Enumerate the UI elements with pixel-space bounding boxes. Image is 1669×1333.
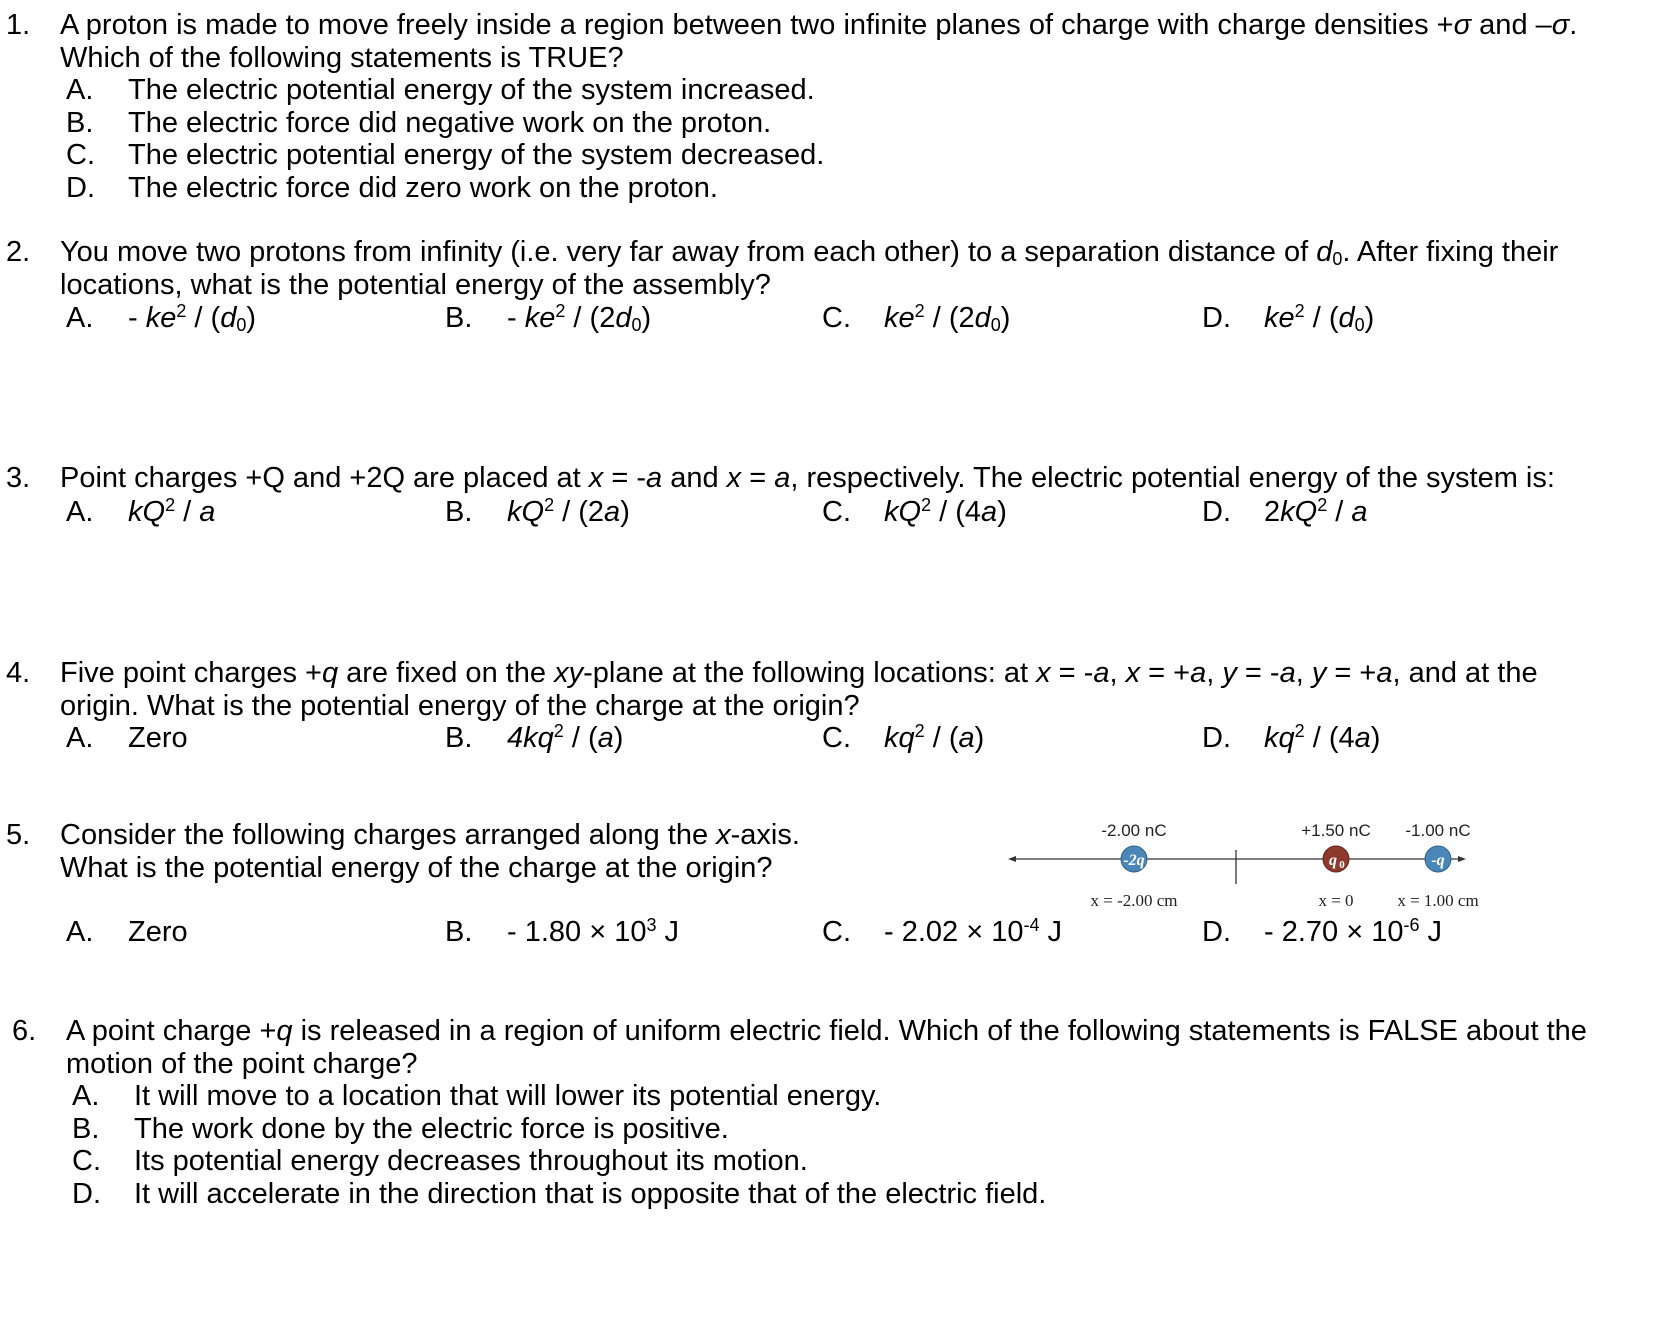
option-d[interactable]: D. $ke^2 / (d_0)$ <box>1202 301 1375 335</box>
option-c[interactable]: C. The electric potential energy of the system decreased. <box>66 139 825 171</box>
option-b[interactable]: B. The work done by the electric force is positive. <box>72 1113 729 1145</box>
charge-mid-position-label: x = 0 <box>1318 891 1354 910</box>
svg-text:-2q: -2q <box>1123 852 1145 869</box>
charge-labels <box>1101 821 1470 840</box>
option-b[interactable]: B. - $1.80 \times 10^3$ J <box>445 915 680 948</box>
question-stem-line2: motion of the point charge? <box>66 1048 418 1080</box>
question-stem-line2: What is the potential energy of the charge at the origin? <box>60 852 773 884</box>
charge-mid-value-label: +1.50 nC <box>1301 821 1371 840</box>
option-a[interactable]: A. $kQ^2$ / a <box>66 495 216 528</box>
option-a[interactable]: A. The electric potential energy of the system increased. <box>66 74 815 106</box>
option-b[interactable]: B. $4kq^2 / (a)$ <box>445 721 624 754</box>
position-labels <box>1090 891 1478 910</box>
question-stem: Point charges +Q and +2Q are placed at x = -a and x = a, respectively. The electric potential energy of the system is: <box>60 462 1555 494</box>
charge-right <box>1425 846 1451 872</box>
option-a[interactable]: A. - $ke^2 / (d_0)$ <box>66 301 257 335</box>
option-b[interactable]: B. - $ke^2 / (2d_0)$ <box>445 301 652 335</box>
option-c[interactable]: C. $kq^2 / (a)$ <box>822 721 985 754</box>
option-d[interactable]: D. - $2.70 \times 10^{-6}$ J <box>1202 915 1443 948</box>
question-stem-line1: Consider the following charges arranged along the x-axis. <box>60 819 800 851</box>
option-c[interactable]: C. Its potential energy decreases throughout its motion. <box>72 1145 808 1177</box>
option-a[interactable]: A. Zero <box>66 722 188 754</box>
charge-left-position-label: x = -2.00 cm <box>1090 891 1178 910</box>
question-stem-line1: You move two protons from infinity (i.e. very far away from each other) to a separation distance of $d_0$. After fixing their <box>60 236 1559 269</box>
option-d[interactable]: D. $kq^2 / (4a)$ <box>1202 721 1381 754</box>
x-axis-left-arrow <box>1008 856 1016 862</box>
svg-text:0: 0 <box>1339 859 1345 871</box>
question-stem-line1: Five point charges +q are fixed on the xy-plane at the following locations: at x = -a, x = +a, y = -a, y = +a, and at the <box>60 657 1538 689</box>
svg-text:-q: -q <box>1431 852 1445 869</box>
charge-left <box>1121 846 1147 872</box>
charge-left-value-label: -2.00 nC <box>1101 821 1167 840</box>
question-stem-line1: A proton is made to move freely inside a region between two infinite planes of charge with charge densities +σ and –σ. <box>60 9 1578 41</box>
option-d[interactable]: D. It will accelerate in the direction that is opposite that of the electric field. <box>72 1178 1047 1210</box>
question-stem-line2: locations, what is the potential energy of the assembly? <box>60 269 771 301</box>
question-number: 1. <box>6 9 31 41</box>
option-b[interactable]: B. $kQ^2 / (2a)$ <box>445 495 630 528</box>
option-d[interactable]: D. $2kQ^2$ / a <box>1202 495 1368 528</box>
option-c[interactable]: C. - $2.02 \times 10^{-4}$ J <box>822 915 1063 948</box>
question-stem-line2: Which of the following statements is TRUE? <box>60 42 624 74</box>
option-c[interactable]: C. $ke^2 / (2d_0)$ <box>822 301 1011 335</box>
charge-mid <box>1323 846 1349 872</box>
option-c[interactable]: C. $kQ^2 / (4a)$ <box>822 495 1007 528</box>
svg-text:q: q <box>1329 852 1337 869</box>
question-number: 2. <box>6 236 31 268</box>
question-number: 5. <box>6 819 31 851</box>
question-number: 3. <box>6 462 31 494</box>
charge-right-value-label: -1.00 nC <box>1405 821 1471 840</box>
question-stem-line2: origin. What is the potential energy of the charge at the origin? <box>60 690 860 722</box>
option-b[interactable]: B. The electric force did negative work on the proton. <box>66 107 772 139</box>
charge-diagram <box>1000 810 1560 920</box>
option-a[interactable]: A. Zero <box>66 916 188 948</box>
option-a[interactable]: A. It will move to a location that will lower its potential energy. <box>72 1080 882 1112</box>
question-stem-line1: A point charge +q is released in a region of uniform electric field. Which of the following statements is FALSE about the <box>66 1015 1587 1047</box>
x-axis-right-arrow <box>1458 856 1466 862</box>
question-number: 6. <box>12 1015 37 1047</box>
option-d[interactable]: D. The electric force did zero work on the proton. <box>66 172 718 204</box>
question-number: 4. <box>6 657 31 689</box>
charge-right-position-label: x = 1.00 cm <box>1397 891 1479 910</box>
